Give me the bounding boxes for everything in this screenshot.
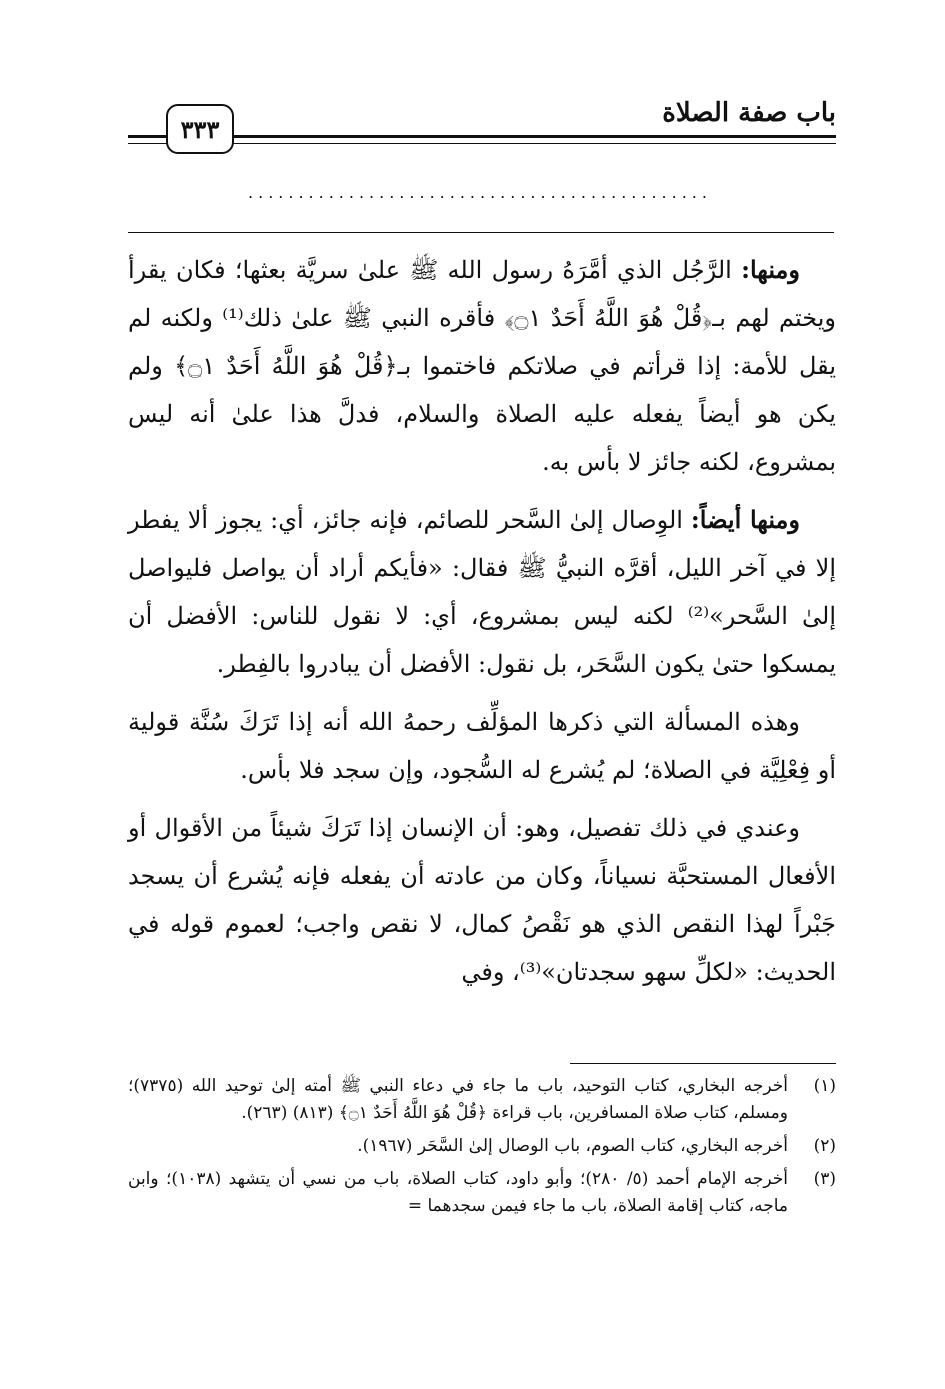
paragraph-text: الوِصال إلىٰ السَّحر للصائم، فإنه جائز، أي: يجوز ألا يفطر إلا في آخر الليل، أقرَّه النبيُّ ﷺ فقال: «فأيكم أراد أن يواصل فليواصل إلىٰ السَّحر»⁽²⁾ لكنه ليس بمشروع، أي: لا نقول للناس: الأفضل أن يمسكوا حتىٰ يكون السَّحَر، بل نقول: الأفضل أن يبادروا بالفِطر. (128, 506, 836, 678)
footnote-number: (١) (813, 1076, 836, 1096)
footnote-rule (570, 1063, 836, 1064)
paragraph-text: وعندي في ذلك تفصيل، وهو: أن الإنسان إذا تَرَكَ شيئاً من الأقوال أو الأفعال المستحبَّة نسياناً، وكان من عادته أن يفعله فإنه يُشرع أن يسجد جَبْراً لهذا النقص الذي هو نَقْصُ كمال، لا نقص واجب؛ لعموم قوله في الحديث: «لكلِّ سهو سجدتان»⁽³⁾، وفي (128, 814, 836, 986)
header-rule-thin (128, 143, 836, 144)
paragraph-lead: ومنها أيضاً: (690, 505, 800, 534)
paragraph-text: وهذه المسألة التي ذكرها المؤلِّف رحمهُ الله أنه إذا تَرَكَ سُنَّة قولية أو فِعْلِيَّة في الصلاة؛ لم يُشرع له السُّجود، وإن سجد فلا بأس. (128, 708, 836, 784)
dotted-separator: .............................................. (248, 183, 712, 202)
page-header (128, 96, 836, 156)
paragraph-lead: ومنها: (741, 255, 800, 284)
footnote-text: أخرجه البخاري، كتاب التوحيد، باب ما جاء في دعاء النبي ﷺ أمته إلىٰ توحيد الله (٧٣٧٥)؛ ومسلم، كتاب صلاة المسافرين، باب قراءة ﴿قُلْ هُوَ اللَّهُ أَحَدٌ ۝١﴾ (٨١٣) (٢٦٣). (128, 1076, 788, 1123)
footnote (128, 1133, 836, 1160)
footnote (128, 1166, 836, 1220)
paragraph (128, 698, 836, 794)
paragraph (128, 804, 836, 996)
header-rule-thick (128, 135, 836, 138)
paragraph (128, 246, 836, 486)
footnote-number: (٣) (813, 1169, 836, 1189)
footnote-text: أخرجه البخاري، كتاب الصوم، باب الوصال إلىٰ السَّحَر (١٩٦٧). (357, 1136, 788, 1156)
text-top-rule (128, 232, 834, 233)
paragraph (128, 496, 836, 688)
paragraph-text: الرَّجُل الذي أمَّرَهُ رسول الله ﷺ علىٰ سريَّة بعثها؛ فكان يقرأ ويختم لهم بـ﴿قُلْ هُوَ اللَّهُ أَحَدٌ ۝١﴾ فأقره النبي ﷺ علىٰ ذلك⁽¹⁾ ولكنه لم يقل للأمة: إذا قرأتم في صلاتكم فاختموا بـ﴿قُلْ هُوَ اللَّهُ أَحَدٌ ۝١﴾ ولم يكن هو أيضاً يفعله عليه الصلاة والسلام، فدلَّ هذا علىٰ أنه ليس بمشروع، لكنه جائز لا بأس به. (128, 256, 837, 476)
chapter-title: باب صفة الصلاة (656, 98, 836, 128)
main-text (128, 246, 836, 1006)
footnotes (128, 1073, 836, 1226)
page-number: ٣٣٣ (166, 104, 234, 154)
footnote-number: (٢) (813, 1136, 836, 1156)
footnote-text: أخرجه الإمام أحمد (٥/ ٢٨٠)؛ وأبو داود، كتاب الصلاة، باب من نسي أن يتشهد (١٠٣٨)؛ وابن ماجه، كتاب إقامة الصلاة، باب ما جاء فيمن سجدهما = (128, 1169, 789, 1216)
footnote (128, 1073, 836, 1127)
